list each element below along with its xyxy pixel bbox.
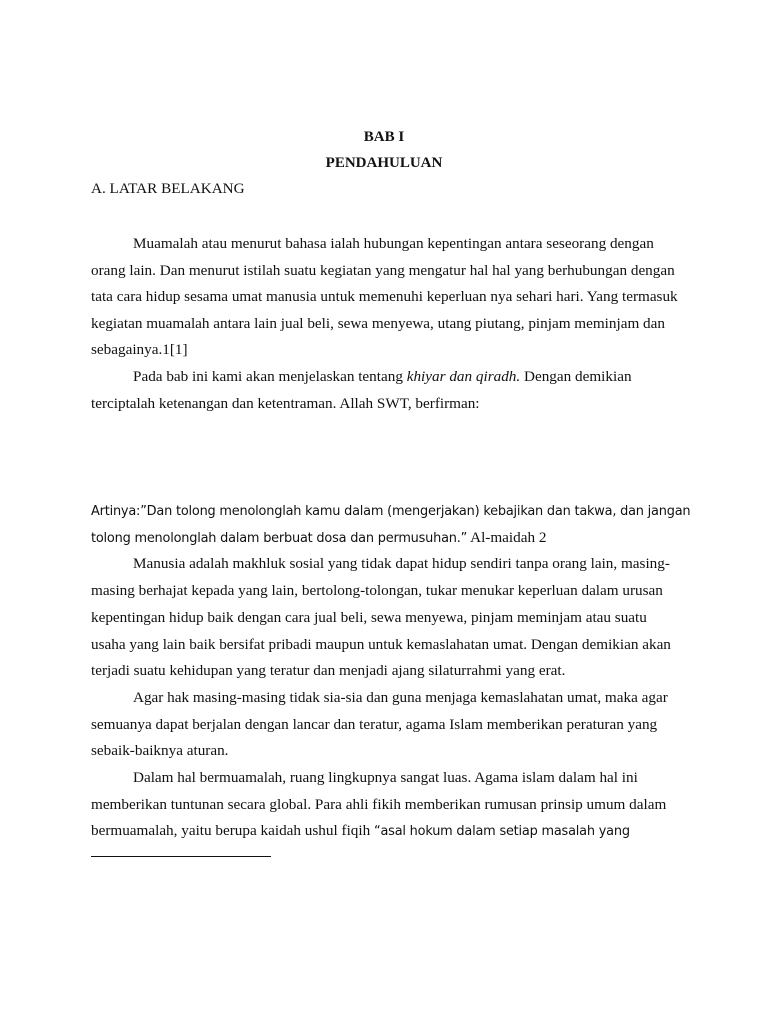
paragraph-line: masing berhajat kepada yang lain, bertolong-tolongan, tukar menukar keperluan dalam urusan [91, 582, 663, 599]
footnote-separator [91, 856, 271, 857]
paragraph-line [133, 368, 632, 386]
paragraph-line: Muamalah atau menurut bahasa ialah hubungan kepentingan antara seseorang dengan [133, 235, 654, 252]
translation-line [91, 529, 546, 548]
paragraph-line: sebaik-baiknya aturan. [91, 742, 229, 759]
paragraph-line: terjadi suatu kehidupan yang teratur dan menjadi ajang silaturrahmi yang erat. [91, 662, 566, 679]
chapter-title: PENDAHULUAN [325, 155, 443, 171]
paragraph-line: kepentingan hidup baik dengan cara jual beli, sewa menyewa, pinjam meminjam atau suatu [91, 609, 647, 626]
paragraph-line: memberikan tuntunan secara global. Para ahli fikih memberikan rumusan prinsip umum dalam [91, 796, 667, 813]
paragraph-line: tata cara hidup sesama umat manusia untuk memenuhi keperluan nya sehari hari. Yang termasuk [91, 288, 678, 305]
translation-text: tolong menolonglah dalam berbuat dosa dan permusuhan.” [91, 531, 468, 546]
text-run: Pada bab ini kami akan menjelaskan tentang [133, 368, 407, 385]
text-run: bermuamalah, yaitu berupa kaidah ushul fiqih [91, 822, 374, 839]
paragraph-line: orang lain. Dan menurut istilah suatu kegiatan yang mengatur hal hal yang berhubungan dengan [91, 262, 675, 279]
paragraph-line: sebagainya.1[1] [91, 341, 188, 358]
paragraph-line: kegiatan muamalah antara lain jual beli, sewa menyewa, utang piutang, pinjam meminjam dan [91, 315, 665, 332]
italic-term: khiyar dan qiradh. [406, 368, 521, 385]
paragraph-line: Agar hak masing-masing tidak sia-sia dan guna menjaga kemaslahatan umat, maka agar [133, 689, 668, 706]
paragraph-line: Manusia adalah makhluk sosial yang tidak dapat hidup sendiri tanpa orang lain, masing- [133, 555, 670, 572]
chapter-number: BAB I [363, 129, 405, 145]
text-run: Dengan demikian [520, 368, 632, 385]
paragraph-line: terciptalah ketenangan dan ketentraman. Allah SWT, berfirman: [91, 395, 480, 412]
translation-line: Artinya:”Dan tolong menolonglah kamu dalam (mengerjakan) kebajikan dan takwa, dan jangan [91, 504, 691, 519]
paragraph-line: Dalam hal bermuamalah, ruang lingkupnya sangat luas. Agama islam dalam hal ini [133, 769, 638, 786]
verse-reference: Al-maidah 2 [467, 529, 547, 546]
paragraph-line: usaha yang lain baik bersifat pribadi maupun untuk kemaslahatan umat. Dengan demikian akan [91, 636, 671, 653]
section-heading: A. LATAR BELAKANG [91, 180, 245, 197]
quoted-text: “asal hokum dalam setiap masalah yang [374, 824, 630, 839]
paragraph-line [91, 822, 630, 841]
paragraph-line: semuanya dapat berjalan dengan lancar dan teratur, agama Islam memberikan peraturan yang [91, 716, 658, 733]
